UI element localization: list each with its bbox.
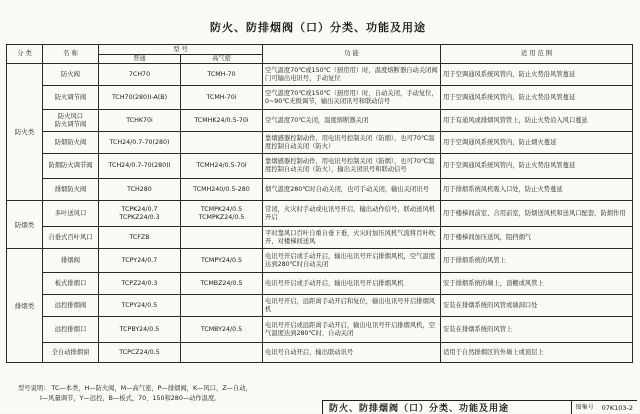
row-model-normal: TCPY24/0.5: [99, 295, 181, 317]
row-name: 防火调节阀: [43, 86, 99, 110]
row-function: 空气温度70℃或150℃（厨房用）时，温度熔断器自动关闭阀门可输出电讯号，手动复位: [263, 64, 441, 86]
row-model-normal: TCPK24/0.7 TCPKZ24/0.3: [99, 201, 181, 227]
row-name: 排烟防火阀: [43, 179, 99, 201]
row-name: 全自动排烟窗: [43, 343, 99, 363]
row-function: 电讯号开启或远距离手动开启，输出电讯号开启排烟风机，空气温度达到280℃时，自动关闭: [263, 317, 441, 343]
row-function: 烟气温度280℃时自动关闭，也可手动关闭，输出关闭讯号: [263, 179, 441, 201]
row-function: 靠烟感器控制动作，用电讯号控制关闭（防烟），也可70℃温度控制自动关闭（防火）: [263, 132, 441, 154]
row-scope: 用于楼梯间前室、合用前室，防烟送风机和送风口配套，防烟作用: [441, 201, 633, 227]
row-model-normal: TCPY24/0.7: [99, 249, 181, 273]
note-line-1: 型号说明： TC—本类，H—防火阀，M—高气密，P—排烟阀，K—风口，Z—自动，: [18, 385, 252, 392]
header-model-high: 高气密: [181, 55, 263, 64]
title-block-title: 防火、防排烟阀（口）分类、功能及用途: [329, 404, 510, 414]
row-name: 防烟防火调节阀: [43, 154, 99, 179]
row-model-high: [181, 132, 263, 154]
table-row: [7, 249, 633, 273]
row-model-normal: TCPBY24/0.5: [99, 317, 181, 343]
row-scope: 适用于自然排烟区的外墙上或顶层上: [441, 343, 633, 363]
table-row: [7, 132, 633, 154]
row-function: 常闭，火灾时手动或电讯号开启，输出动作信号，联动送风机开启: [263, 201, 441, 227]
row-model-normal: TCPCZ24/0.5: [99, 343, 181, 363]
table-row: [7, 64, 633, 86]
row-model-high: TCMH-70i: [181, 86, 263, 110]
row-model-high: TCMBZ24/0.5: [181, 273, 263, 295]
row-model-high: TCMH24/0.5-70i: [181, 154, 263, 179]
row-function: 电讯号开启或手动开启，输出电讯号开启排烟风机: [263, 273, 441, 295]
row-scope: 用于排烟系统风机吸入口处，防止火势蔓延: [441, 179, 633, 201]
row-model-normal: TCHK70i: [99, 110, 181, 132]
header-function: 功 能: [263, 45, 441, 64]
category-smoke-exhaust: 排烟类: [7, 249, 43, 363]
row-name: 远控排烟口: [43, 317, 99, 343]
row-function: 平时靠风口百叶自重自垂下垂，火灾时加压风机气流将百叶吹开，对楼梯间送风: [263, 227, 441, 249]
row-function: 电讯号自动开启，输出联动讯号: [263, 343, 441, 363]
row-model-high: TCMH-70: [181, 64, 263, 86]
model-legend-note: [18, 384, 318, 404]
row-function: 空气温度70℃或150℃（厨房用）时，自动关闭，手动复位，0~90℃无级调节，输出关闭讯号和联动信号: [263, 86, 441, 110]
row-scope: 用于空调通风系统风管内，防止火势沿风管蔓延: [441, 86, 633, 110]
row-function: 电讯号开启，远距离手动开启和复位，输出电讯号开启排烟风机: [263, 295, 441, 317]
row-name: 多叶送风口: [43, 201, 99, 227]
row-model-normal: TCH280: [99, 179, 181, 201]
row-model-high: TCMBY24/0.5: [181, 317, 263, 343]
row-name: 防火风口 防火调节阀: [43, 110, 99, 132]
row-scope: 安于排烟系统的墙上，顶棚或风管上: [441, 273, 633, 295]
row-scope: 安装在排烟系统的风管或墙洞口处: [441, 295, 633, 317]
row-name: 远控排烟阀: [43, 295, 99, 317]
table-row: [7, 110, 633, 132]
row-model-high: TCMPK24/0.5 TCMPKZ24/0.5: [181, 201, 263, 227]
row-model-high: TCMPY24/0.5: [181, 249, 263, 273]
row-model-high: [181, 227, 263, 249]
note-line-2: I—风量调节，Y—远控，B—板式，70、150和280—动作温度。: [40, 395, 221, 402]
row-name: 防火阀: [43, 64, 99, 86]
row-name: 排烟阀: [43, 249, 99, 273]
row-function: 靠烟感器控制动作，用电讯号控制关闭（防烟），也可70℃温度控制自动关闭（防火），输出关闭讯号和联动信号: [263, 154, 441, 179]
atlas-number-label: 图集号: [571, 401, 598, 414]
drawing-title-block: [322, 400, 637, 414]
category-fire: 防火类: [7, 64, 43, 201]
header-scope: 适 用 范 围: [441, 45, 633, 64]
header-model-normal: 普通: [99, 55, 181, 64]
row-model-normal: TCFZB: [99, 227, 181, 249]
row-model-normal: TCPZ24/0.3: [99, 273, 181, 295]
atlas-number-value: 07K103-2: [601, 403, 633, 412]
row-name: 板式排烟口: [43, 273, 99, 295]
table-row: [7, 179, 633, 201]
row-model-high: [181, 295, 263, 317]
row-model-normal: TCH24/0.7-70(280)I: [99, 154, 181, 179]
document-title: 防火、防排烟阀（口）分类、功能及用途: [210, 21, 426, 34]
row-model-normal: 7CH70: [99, 64, 181, 86]
table-row: [7, 273, 633, 295]
table-row: [7, 154, 633, 179]
header-name: 名 称: [43, 45, 99, 64]
row-model-high: TCMH240/0.5-280: [181, 179, 263, 201]
table-row: [7, 86, 633, 110]
table-row: [7, 317, 633, 343]
row-model-high: [181, 343, 263, 363]
table-row: [7, 343, 633, 363]
row-model-normal: TCH70(280)I-A(B): [99, 86, 181, 110]
header-model: 型 号: [99, 45, 263, 55]
row-scope: 用于有通风或排烟风管管上，防止火势沿入风口蔓延: [441, 110, 633, 132]
header-category: 分 类: [7, 45, 43, 64]
row-model-normal: TCH24/0.7-70(280): [99, 132, 181, 154]
row-scope: 用于空调通风系统风管内，防止火势沿风管蔓延: [441, 154, 633, 179]
row-scope: 用于空调通风系统风管内，防止火势沿风管蔓延: [441, 64, 633, 86]
header-row: [7, 45, 633, 55]
row-function: 电讯号开启或手动开启，输出电讯号开启排烟风机，空气温度达到280℃时自动关闭: [263, 249, 441, 273]
row-scope: 安装在排烟系统的风管上: [441, 317, 633, 343]
row-scope: 用于空调通风系统风管内，防止烟火蔓延: [441, 132, 633, 154]
table-row: [7, 201, 633, 227]
row-name: 防烟防火阀: [43, 132, 99, 154]
row-scope: 用于排烟系统的风管上: [441, 249, 633, 273]
table-row: [7, 295, 633, 317]
classification-table: [6, 44, 633, 363]
row-model-high: TCMHK24/0.5-70i: [181, 110, 263, 132]
row-name: 自垂式百叶风口: [43, 227, 99, 249]
category-smoke-prevention: 防烟类: [7, 201, 43, 249]
row-function: 空气温度70℃关闭，温度熔断器关闭: [263, 110, 441, 132]
table-row: [7, 227, 633, 249]
row-scope: 用于楼梯间加压送风，阻挡烟气: [441, 227, 633, 249]
